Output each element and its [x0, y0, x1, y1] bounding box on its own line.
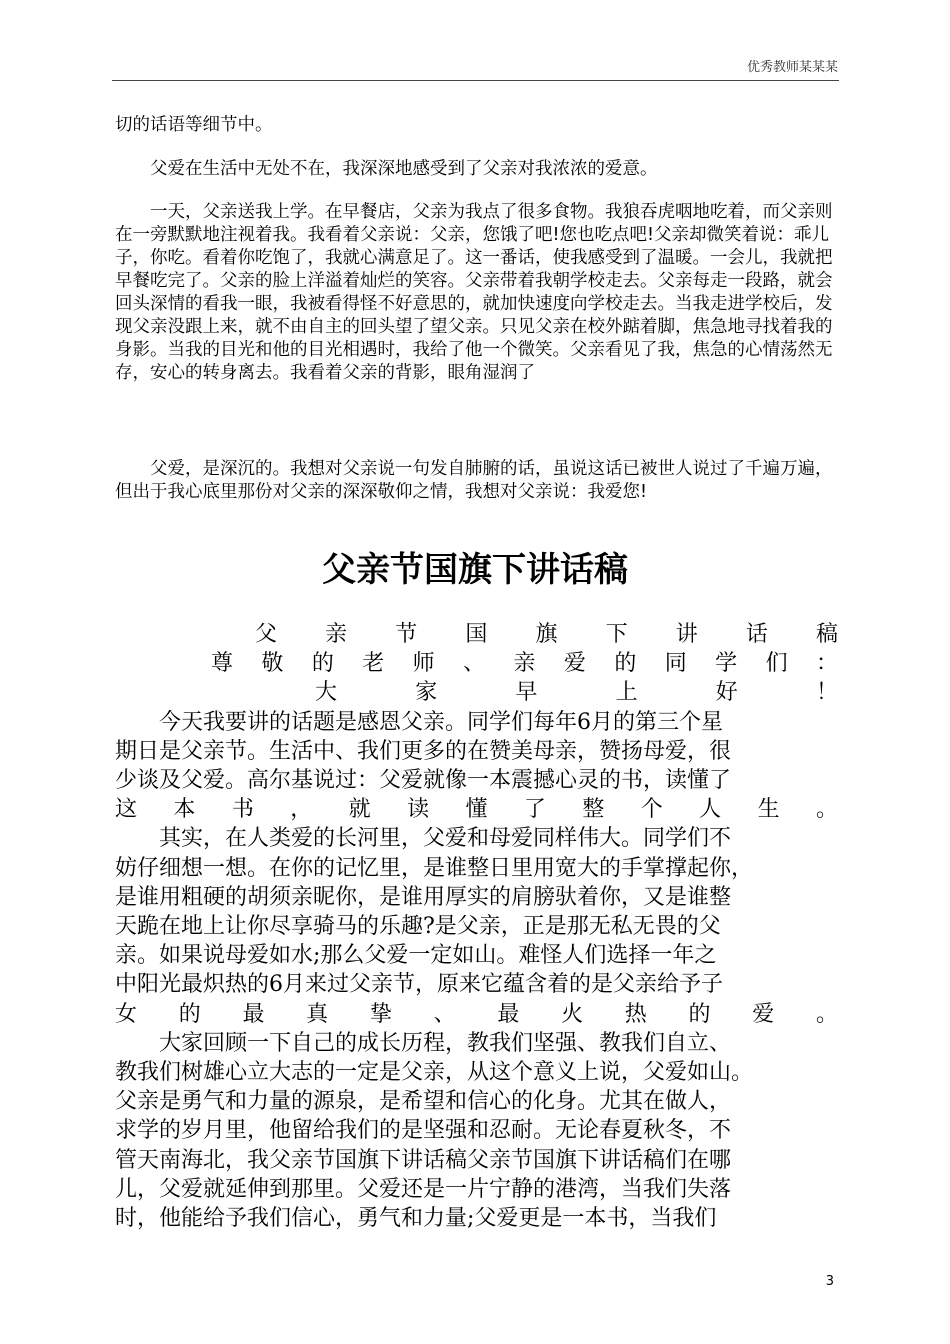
speech-line: 大家回顾一下自己的成长历程，教我们坚强、教我们自立、 — [159, 1030, 732, 1056]
speech-line: 求学的岁月里，他留给我们的是坚强和忍耐。无论春夏秋冬，不 — [115, 1118, 732, 1144]
speech-line: 是谁用粗硬的胡须亲昵你，是谁用厚实的肩膀驮着你，又是谁整 — [115, 884, 732, 910]
page-header: 优秀教师某某某 — [746, 60, 838, 75]
intro-paragraph-2 — [115, 158, 840, 181]
speech-greeting: 尊敬的老师、亲爱的同学们： — [211, 651, 838, 677]
speech-line: 儿，父爱就延伸到那里。父爱还是一片宁静的港湾，当我们失落 — [115, 1176, 732, 1202]
speech-line: 父亲是勇气和力量的源泉，是希望和信心的化身。尤其在做人， — [115, 1089, 732, 1115]
intro-text-3: 一天，父亲送我上学。在早餐店，父亲为我点了很多食物。我狼吞虎咽地吃着，而父亲则在一旁默默地注视着我。我看着父亲说：父亲，您饿了吧!您也吃点吧!父亲却微笑着说：乖儿子，你吃。看着你吃饱了，我就心满意足了。这一番话，使我感受到了温暖。一会儿，我就把早餐吃完了。父亲的脸上洋溢着灿烂的笑容。父亲带着我朝学校走去。父亲每走一段路，就会回头深情的看我一眼，我被看得怪不好意思的，就加快速度向学校走去。当我走进学校后，发现父亲没跟上来，就不由自主的回头望了望父亲。只见父亲在校外踮着脚，焦急地寻找着我的身影。当我的目光和他的目光相遇时，我给了他一个微笑。父亲看见了我，焦急的心情荡然无存，安心的转身离去。我看着父亲的背影，眼角湿润了 — [115, 202, 833, 383]
page-title: 父亲节国旗下讲话稿 — [322, 550, 628, 590]
speech-line: 天跪在地上让你尽享骑马的乐趣?是父亲，正是那无私无畏的父 — [115, 914, 721, 940]
speech-line: 其实，在人类爱的长河里，父爱和母爱同样伟大。同学们不 — [159, 826, 732, 852]
speech-line: 教我们树雄心立大志的一定是父亲，从这个意义上说，父爱如山。 — [115, 1060, 754, 1086]
speech-line: 这本书，就读懂了整个人生。 — [115, 797, 838, 823]
speech-body — [115, 620, 838, 1233]
speech-line: 期日是父亲节。生活中、我们更多的在赞美母亲，赞扬母爱，很 — [115, 738, 732, 764]
speech-line: 女的最真挚、最火热的爱。 — [115, 1001, 838, 1027]
intro-text-4: 父爱，是深沉的。我想对父亲说一句发自肺腑的话，虽说这话已被世人说过了千遍万遍，但出于我心底里那份对父亲的深深敬仰之情，我想对父亲说：我爱您! — [115, 459, 833, 502]
speech-heading: 父亲节国旗下讲话稿 — [255, 622, 838, 647]
intro-paragraph-3 — [115, 201, 840, 385]
intro-paragraph-4 — [115, 458, 840, 504]
intro-paragraph-1 — [115, 114, 840, 137]
speech-line: 妨仔细想一想。在你的记忆里，是谁整日里用宽大的手掌撑起你， — [115, 855, 754, 881]
speech-line: 时，他能给予我们信心，勇气和力量;父爱更是一本书，当我们 — [115, 1206, 717, 1232]
speech-line: 今天我要讲的话题是感恩父亲。同学们每年6月的第三个星 — [159, 709, 723, 735]
speech-morning: 大家早上好！ — [315, 680, 838, 706]
page-number: 3 — [825, 1274, 834, 1289]
intro-text-2: 父爱在生活中无处不在，我深深地感受到了父亲对我浓浓的爱意。 — [150, 159, 658, 179]
header-divider — [112, 80, 839, 81]
speech-line: 少谈及父爱。高尔基说过：父爱就像一本震撼心灵的书，读懂了 — [115, 768, 732, 794]
speech-line: 亲。如果说母爱如水;那么父爱一定如山。难怪人们选择一年之 — [115, 943, 717, 969]
intro-text-1: 切的话语等细节中。 — [115, 115, 273, 135]
speech-line: 中阳光最炽热的6月来过父亲节，原来它蕴含着的是父亲给予子 — [115, 972, 723, 998]
speech-line: 管天南海北，我父亲节国旗下讲话稿父亲节国旗下讲话稿们在哪 — [115, 1147, 732, 1173]
